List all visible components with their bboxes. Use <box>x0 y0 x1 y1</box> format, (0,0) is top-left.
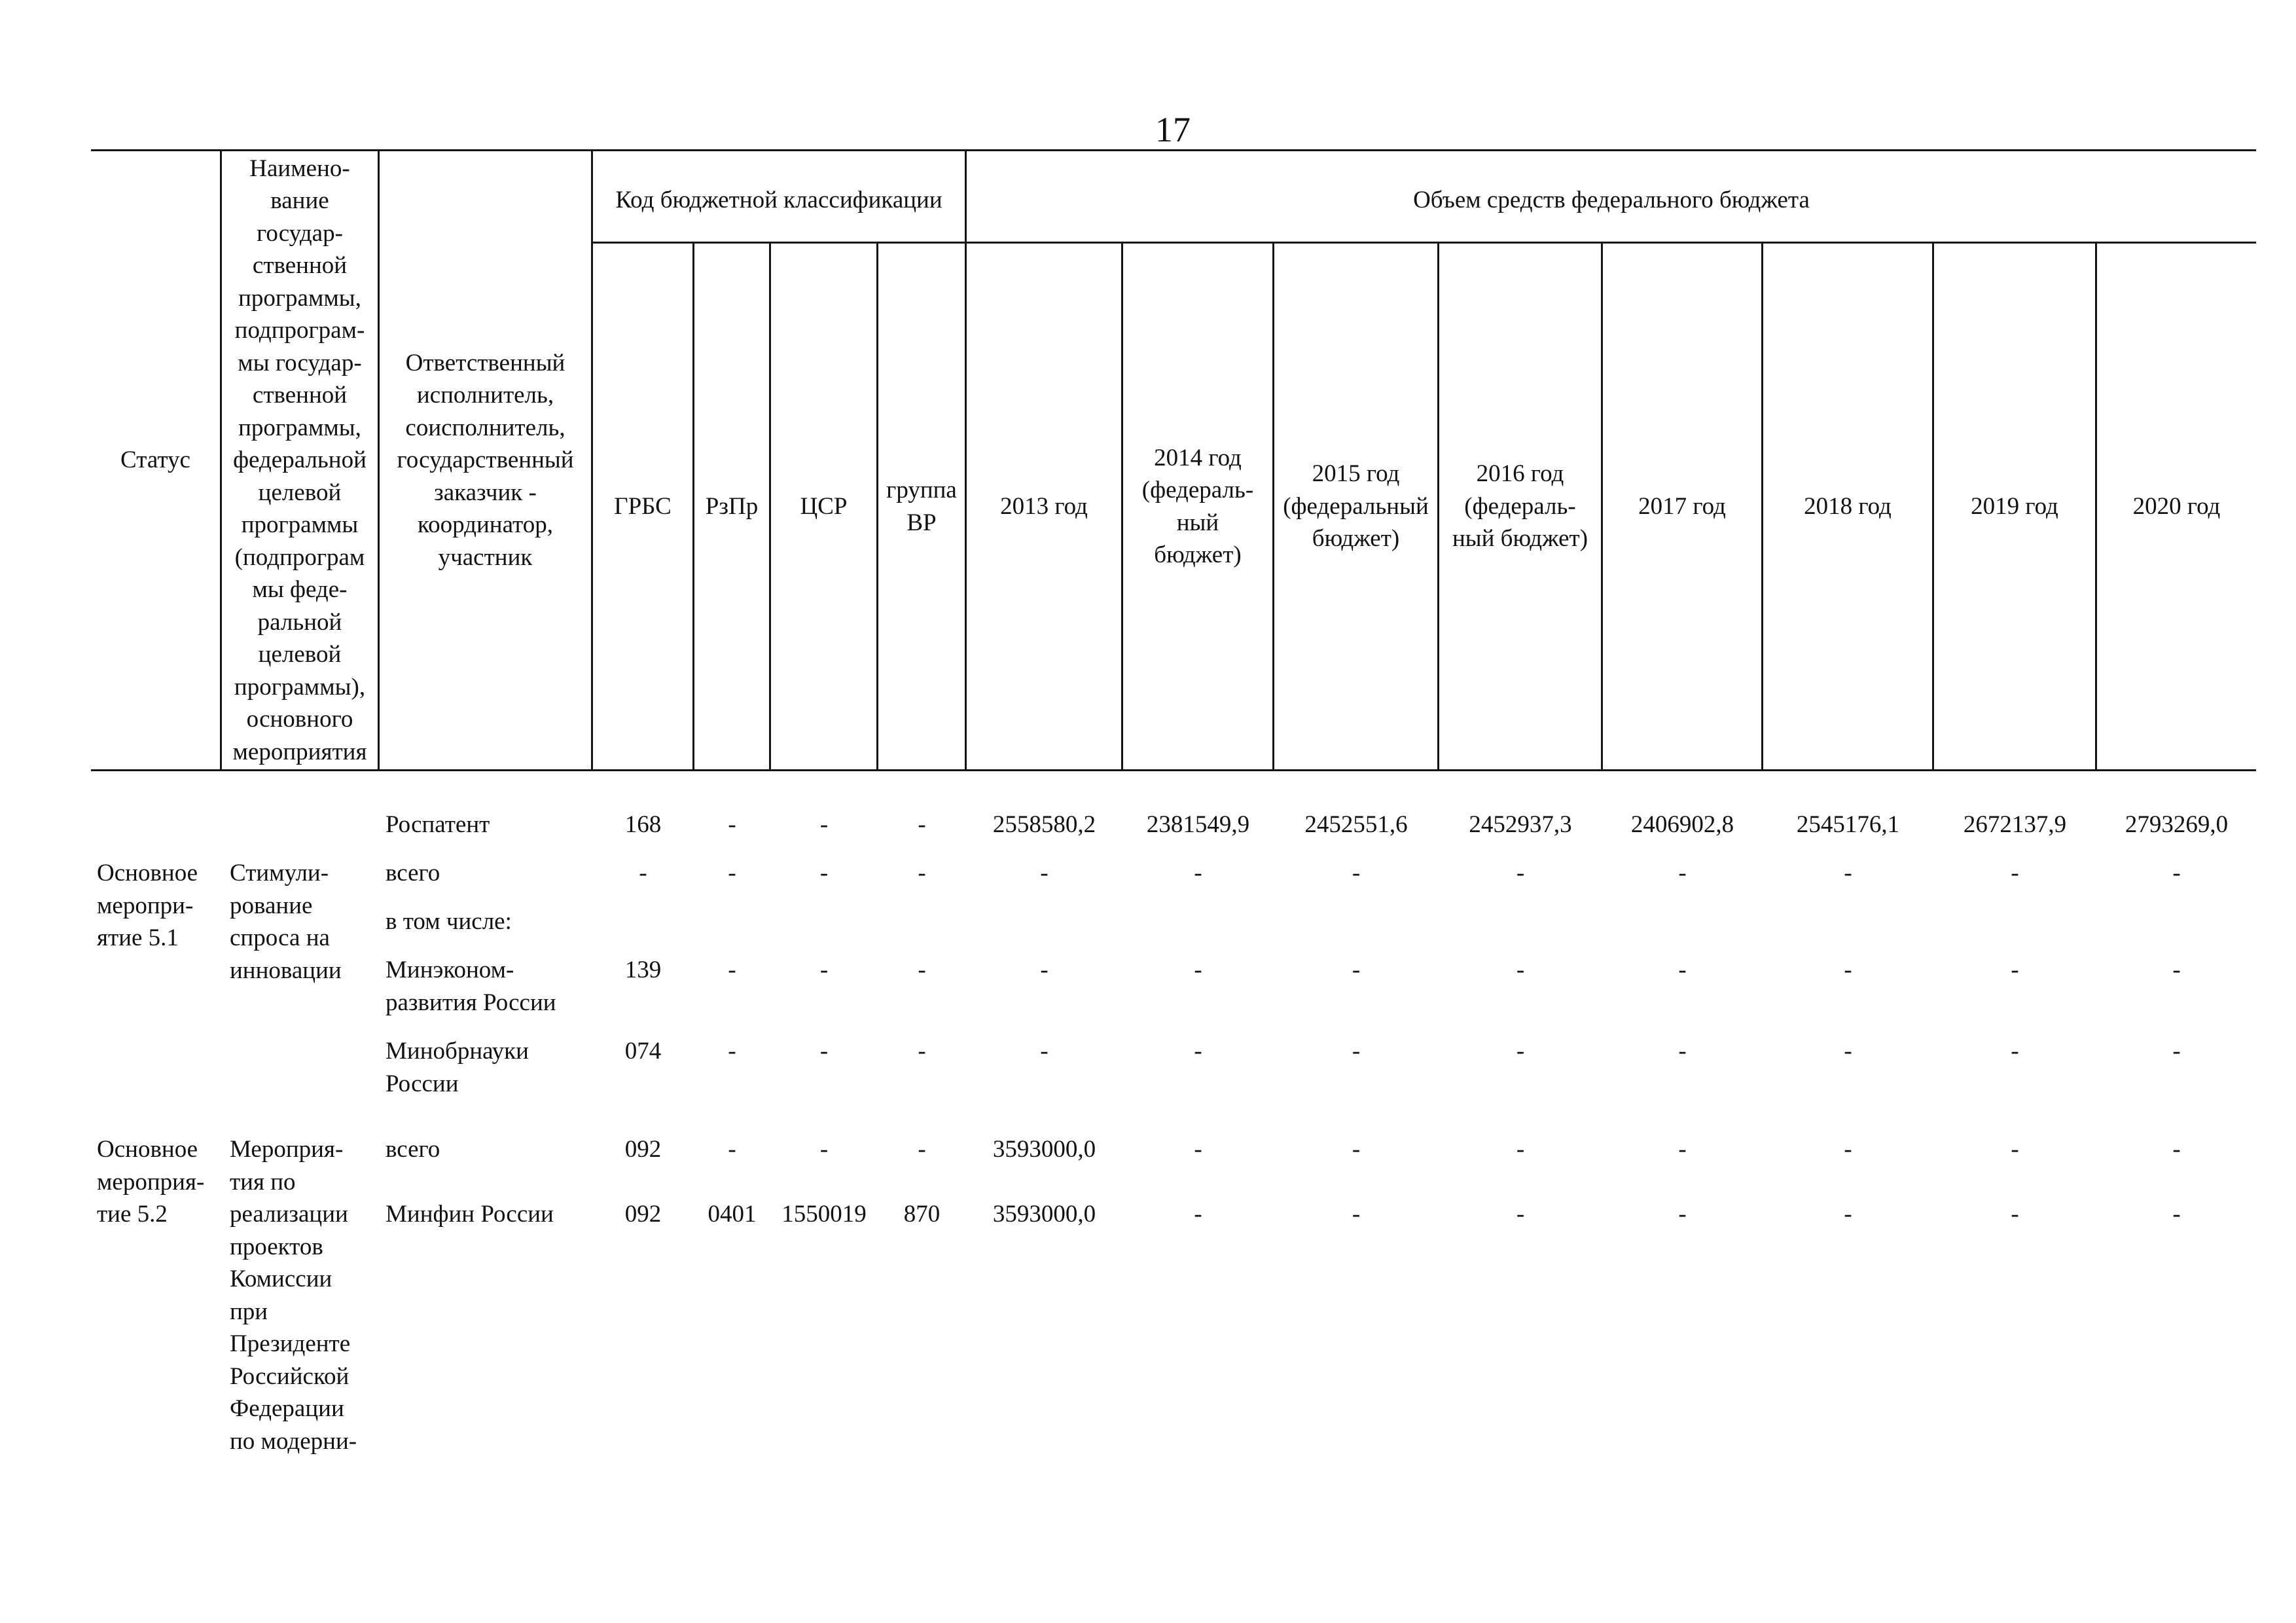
amount-2015-cell: - <box>1352 957 1361 983</box>
amount-2016-cell: - <box>1516 1201 1525 1228</box>
amount-2016-cell: - <box>1516 1136 1525 1163</box>
amount-2018-cell: - <box>1844 1136 1852 1163</box>
amount-2015-cell: - <box>1352 1136 1361 1163</box>
amount-2014-cell: - <box>1194 1201 1202 1228</box>
amount-2019-cell: - <box>2011 860 2019 886</box>
executor-cell: Минфин России <box>386 1201 554 1228</box>
header-status: Статус <box>120 447 190 474</box>
amount-2014-cell: - <box>1194 957 1202 983</box>
vr-cell: - <box>918 957 926 983</box>
header-year-2018: 2018 год <box>1804 492 1892 520</box>
amount-2018-cell: - <box>1844 1038 1852 1065</box>
amount-2017-cell: - <box>1678 957 1687 983</box>
rzpr-cell: - <box>728 1038 736 1065</box>
header-year-2013: 2013 год <box>1000 492 1088 520</box>
grbs-cell: - <box>639 860 647 886</box>
amount-2014-cell: - <box>1194 1136 1202 1163</box>
amount-2017-cell: - <box>1678 860 1687 886</box>
grbs-cell: 168 <box>624 811 662 838</box>
amount-2016-cell: - <box>1516 957 1525 983</box>
executor-cell: всего <box>386 1136 440 1163</box>
vr-cell: - <box>918 860 926 886</box>
status-cell: Основное меропри- ятие 5.1 <box>97 860 198 951</box>
header-grbs: ГРБС <box>614 492 672 520</box>
executor-cell: Минобрнауки России <box>386 1038 529 1097</box>
rzpr-cell: 0401 <box>708 1201 757 1228</box>
executor-cell: в том числе: <box>386 908 512 935</box>
amount-2019-cell: - <box>2011 957 2019 983</box>
grbs-cell: 092 <box>624 1136 662 1163</box>
amount-2016-cell: - <box>1516 1038 1525 1065</box>
amount-2019-cell: 2672137,9 <box>1963 811 2067 838</box>
header-rzpr: РзПр <box>705 492 759 520</box>
amount-2015-cell: - <box>1352 1201 1361 1228</box>
amount-2016-cell: 2452937,3 <box>1469 811 1572 838</box>
rzpr-cell: - <box>728 860 736 886</box>
amount-2014-cell: - <box>1194 860 1202 886</box>
csr-cell: - <box>819 860 829 886</box>
grbs-cell: 074 <box>624 1038 662 1065</box>
amount-2020-cell: - <box>2172 1136 2181 1163</box>
amount-2020-cell: 2793269,0 <box>2125 811 2229 838</box>
amount-2017-cell: 2406902,8 <box>1630 811 1734 838</box>
page-number: 17 <box>1155 110 1191 149</box>
csr-cell: - <box>819 957 829 983</box>
csr-cell: - <box>819 811 829 838</box>
amount-2018-cell: - <box>1844 957 1852 983</box>
header-year-2015: 2015 год (федеральный бюджет) <box>1283 460 1429 553</box>
amount-2014-cell: 2381549,9 <box>1146 811 1250 838</box>
amount-2015-cell: - <box>1352 860 1361 886</box>
amount-2016-cell: - <box>1516 860 1525 886</box>
header-csr: ЦСР <box>800 492 848 520</box>
amount-2019-cell: - <box>2011 1038 2019 1065</box>
vr-cell: - <box>918 1038 926 1065</box>
amount-2013-cell: - <box>1040 1038 1049 1065</box>
amount-2015-cell: - <box>1352 1038 1361 1065</box>
header-program-name: Наимено- вание государ- ственной программы, подпрограм- мы государ- ственной программы, федеральной целевой программы (подпрограм мы феде- ральной целевой программы), основного мероприятия <box>232 155 367 765</box>
amount-2017-cell: - <box>1678 1038 1687 1065</box>
rzpr-cell: - <box>728 1136 736 1163</box>
amount-2014-cell: - <box>1194 1038 1202 1065</box>
amount-2013-cell: 2558580,2 <box>992 811 1096 838</box>
header-vr: группа ВР <box>886 477 957 536</box>
amount-2017-cell: - <box>1678 1136 1687 1163</box>
header-year-2019: 2019 год <box>1971 492 2058 520</box>
program-name-cell: Стимули- рование спроса на инновации <box>230 860 342 984</box>
amount-2015-cell: 2452551,6 <box>1304 811 1408 838</box>
amount-2013-cell: 3593000,0 <box>992 1136 1096 1163</box>
executor-cell: Минэконом- развития России <box>386 957 556 1016</box>
csr-cell: - <box>819 1136 829 1163</box>
amount-2018-cell: - <box>1844 1201 1852 1228</box>
header-budget-code: Код бюджетной классификации <box>615 187 942 214</box>
amount-2019-cell: - <box>2011 1136 2019 1163</box>
header-year-2014: 2014 год (федераль- ный бюджет) <box>1141 444 1254 568</box>
header-year-2016: 2016 год (федераль- ный бюджет) <box>1452 460 1588 553</box>
amount-2013-cell: - <box>1040 860 1049 886</box>
grbs-cell: 092 <box>624 1201 662 1228</box>
header-budget-volume: Объем средств федерального бюджета <box>1413 187 1810 214</box>
header-year-2020: 2020 год <box>2132 492 2221 520</box>
rzpr-cell: - <box>728 957 736 983</box>
amount-2020-cell: - <box>2172 1038 2181 1065</box>
csr-cell: - <box>819 1038 829 1065</box>
amount-2013-cell: 3593000,0 <box>992 1201 1096 1228</box>
header-year-2017: 2017 год <box>1638 492 1726 520</box>
amount-2018-cell: 2545176,1 <box>1796 811 1900 838</box>
executor-cell: Роспатент <box>386 811 490 838</box>
vr-cell: - <box>918 1136 926 1163</box>
program-name-cell: Мероприя- тия по реализации проектов Комиссии при Президенте Российской Федерации по модерни- <box>230 1136 357 1455</box>
amount-2013-cell: - <box>1040 957 1049 983</box>
amount-2018-cell: - <box>1844 860 1852 886</box>
amount-2020-cell: - <box>2172 1201 2181 1228</box>
amount-2017-cell: - <box>1678 1201 1687 1228</box>
header-bottom-rule <box>91 769 2256 771</box>
rzpr-cell: - <box>728 811 736 838</box>
status-cell: Основное мероприя- тие 5.2 <box>97 1136 205 1228</box>
csr-cell: 1550019 <box>781 1201 867 1228</box>
grbs-cell: 139 <box>624 957 662 983</box>
amount-2019-cell: - <box>2011 1201 2019 1228</box>
executor-cell: всего <box>386 860 440 886</box>
vr-cell: - <box>918 811 926 838</box>
amount-2020-cell: - <box>2172 860 2181 886</box>
header-responsible: Ответственный исполнитель, соисполнитель, государственный заказчик - координатор, участник <box>397 349 574 571</box>
amount-2020-cell: - <box>2172 957 2181 983</box>
vr-cell: 870 <box>903 1201 941 1228</box>
